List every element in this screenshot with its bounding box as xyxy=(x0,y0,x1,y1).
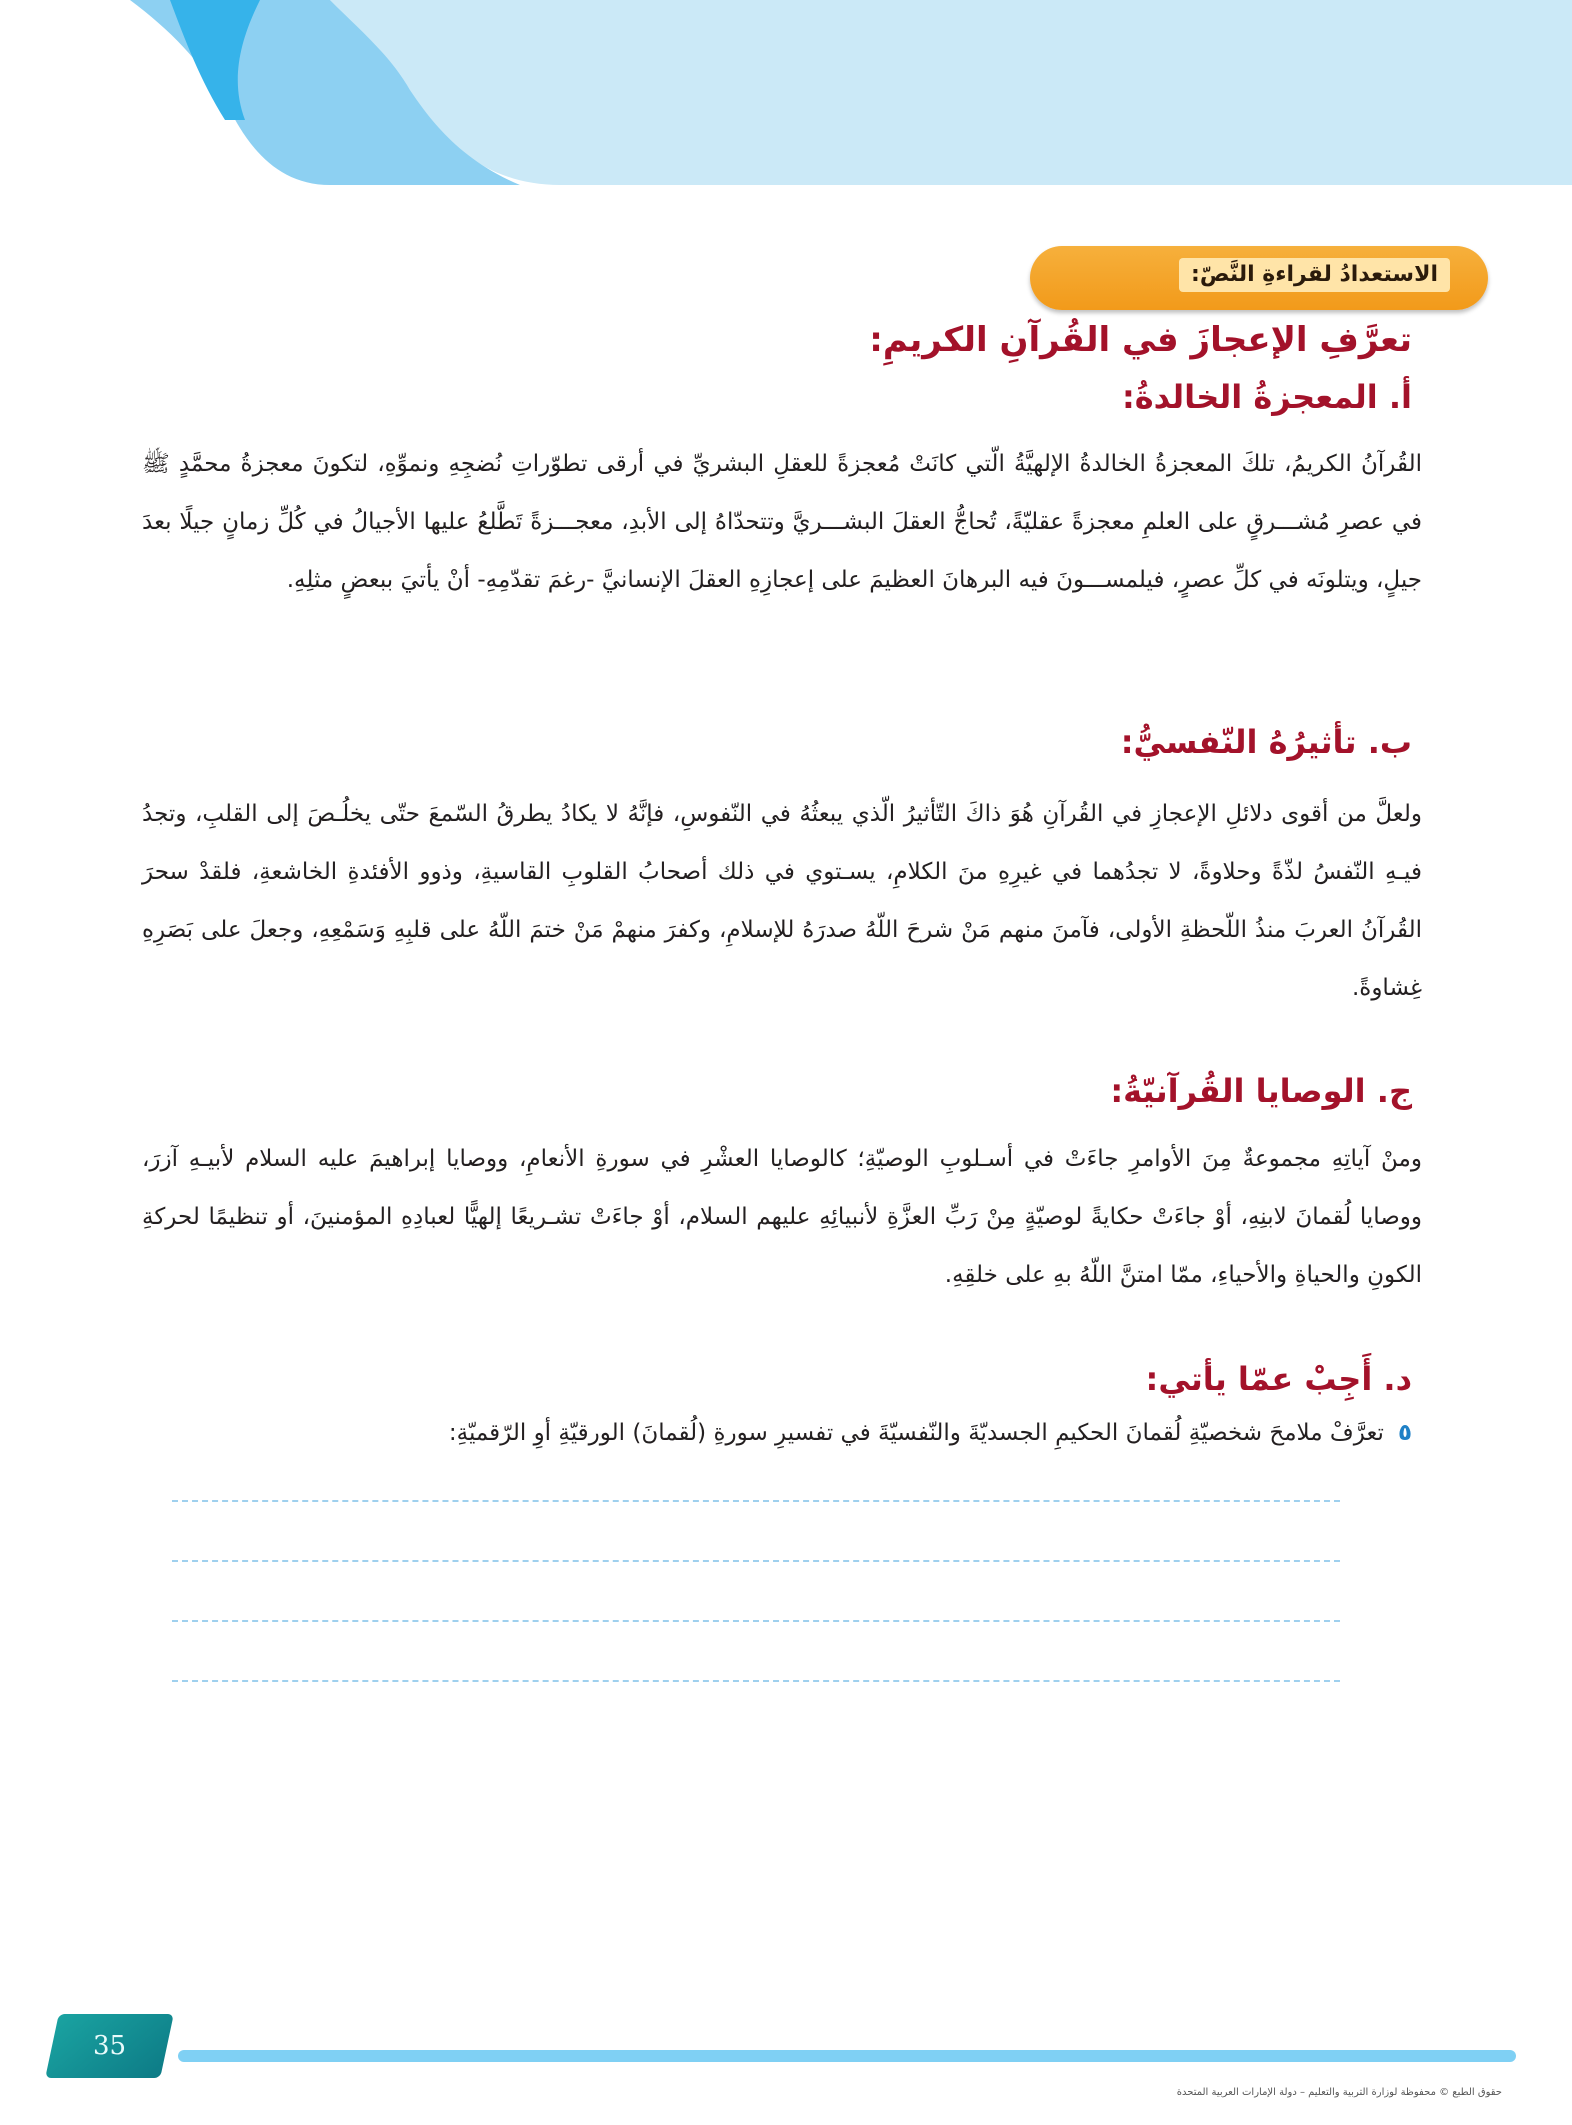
reading-prep-badge xyxy=(1030,246,1488,310)
footer-bar xyxy=(178,2050,1516,2062)
question-bullet: ٥ xyxy=(1397,1420,1412,1446)
section-text-psychological-effect: ولعلَّ من أقوى دلائلِ الإعجازِ في القُرآنِ هُوَ ذاكَ التّأثيرُ الّذي يبعثُهُ في النّفوسِ، فإنَّهُ لا يكادُ يطرقُ السّمعَ حتّى يخلُـصَ إلى القلبِ، وتجدُ فيـهِ النّفسُ لذّةً وحلاوةً، لا تجدُهما في غيرِهِ منَ الكلامِ، يسـتوي في ذلك أصحابُ القلوبِ القاسيةِ، وذوو الأفئدةِ الخاشعةِ، فلقدْ سحرَ القُرآنُ العربَ منذُ اللّحظةِ الأولى، فآمنَ منهم مَنْ شرحَ اللّهُ صدرَهُ للإسلامِ، وكفرَ منهمْ مَنْ ختمَ اللّهُ على قلبِهِ وَسَمْعِهِ، وجعلَ على بَصَرِهِ غِشاوةً. xyxy=(142,801,1422,1001)
answer-line-3[interactable] xyxy=(172,1620,1340,1622)
question-item xyxy=(152,1420,1412,1446)
main-heading: تعرَّفِ الإعجازَ في القُرآنِ الكريمِ: xyxy=(869,320,1412,360)
section-text-quranic-commandments: ومنْ آياتِهِ مجموعةٌ مِنَ الأوامرِ جاءَتْ في أسـلوبِ الوصيّةِ؛ كالوصايا العشْرِ في سورةِ الأنعامِ، ووصايا إبراهيمَ عليه السلام لأبيـهِ آزرَ، ووصايا لُقمانَ لابنِهِ، أوْ جاءَتْ حكايةً لوصيّةٍ مِنْ رَبِّ العزَّةِ لأنبيائِهِ عليهم السلام، أوْ جاءَتْ تشـريعًا إلهيًّا لعبادِهِ المؤمنينَ، أو تنظيمًا لحركةِ الكونِ والحياةِ والأحياءِ، ممّا امتنَّ اللّهُ بهِ على خلقِهِ. xyxy=(142,1146,1422,1288)
question-text: تعرَّفْ ملامحَ شخصيّةِ لُقمانَ الحكيمِ الجسديّةَ والنّفسيّةَ في تفسيرِ سورةِ (لُقمانَ) الورقيّةِ أوِ الرّقميّةِ: xyxy=(448,1420,1384,1446)
answer-line-4[interactable] xyxy=(172,1680,1340,1682)
page-number: 35 xyxy=(92,2031,127,2061)
answer-line-1[interactable] xyxy=(172,1500,1340,1502)
section-heading-psychological-effect: ب. تأثيرُهُ النّفسيُّ: xyxy=(1120,723,1412,761)
answer-line-2[interactable] xyxy=(172,1560,1340,1562)
section-text-eternal-miracle: القُرآنُ الكريمُ، تلكَ المعجزةُ الخالدةُ الإلهيَّةُ الّتي كانَتْ مُعجزةً للعقلِ البشريِّ في أرقى تطوّراتِ نُضجِهِ ونموِّهِ، لتكونَ معجزةُ محمَّدٍ ﷺ في عصرِ مُشـــرقٍ على العلمِ معجزةً عقليّةً، تُحاجُّ العقلَ البشـــريَّ وتتحدّاهُ إلى الأبدِ، معجـــزةً تَطَّلعُ عليها الأجيالُ في كُلِّ زمانٍ جيلًا بعدَ جيلٍ، ويتلونَه في كلِّ عصرٍ، فيلمســـونَ فيه البرهانَ العظيمَ على إعجازِهِ العقلَ الإنسانيَّ -رغمَ تقدّمِهِ- أنْ يأتيَ ببعضٍ مثلِهِ. xyxy=(142,451,1422,593)
reading-prep-label: الاستعدادُ لقراءةِ النَّصّ: xyxy=(1179,258,1450,292)
section-heading-quranic-commandments: ج. الوصايا القُرآنيّةُ: xyxy=(1110,1072,1412,1110)
copyright-notice: حقوق الطبع © محفوظة لوزارة التربية والتعليم – دولة الإمارات العربية المتحدة xyxy=(1176,2087,1502,2098)
section-heading-answer: د. أَجِبْ عمّا يأتي: xyxy=(1145,1360,1412,1398)
section-heading-eternal-miracle: أ. المعجزةُ الخالدةُ: xyxy=(1121,378,1412,416)
